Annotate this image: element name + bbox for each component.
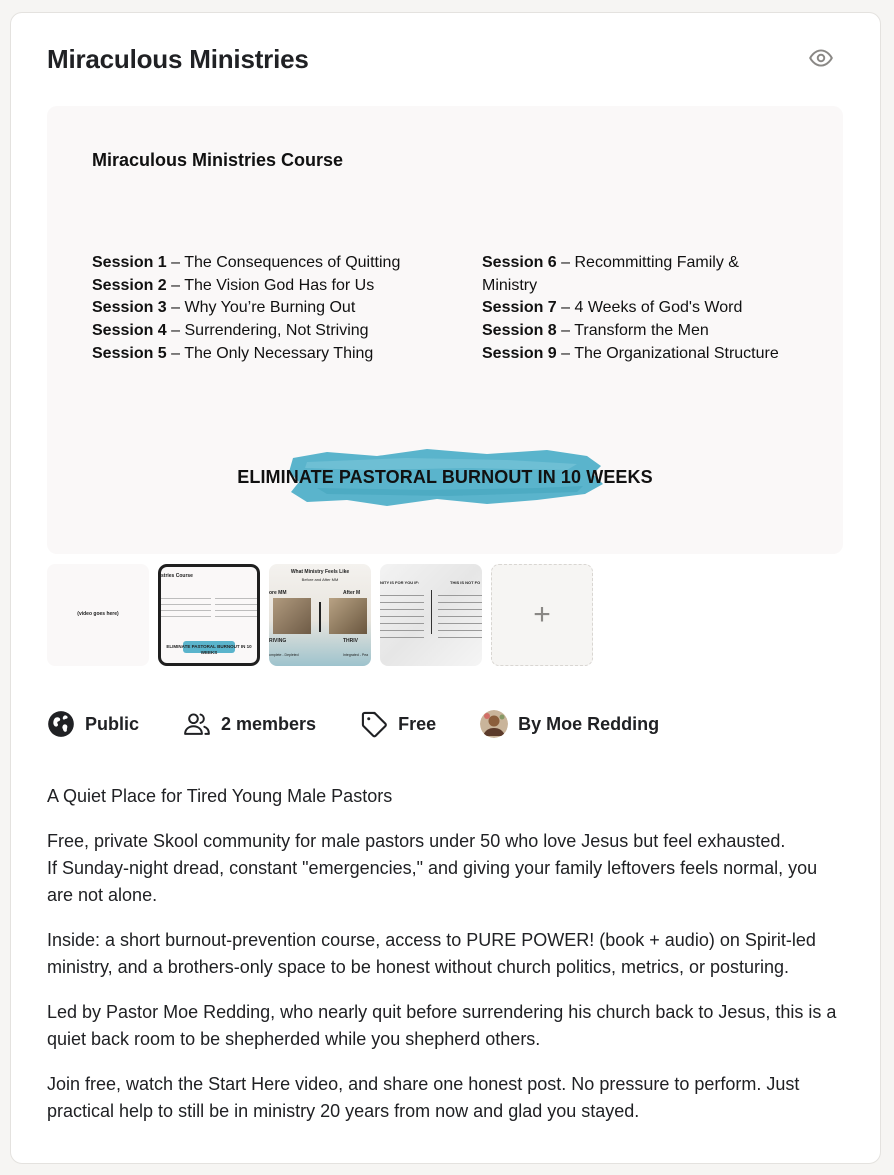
session-item: Session 9 – The Organizational Structure — [482, 344, 779, 362]
session-item: Session 3 – Why You’re Burning Out — [92, 299, 356, 317]
globe-icon — [47, 710, 75, 738]
privacy-label: Public — [85, 713, 140, 734]
group-meta-row — [47, 709, 703, 739]
thumbnail-caption: (video goes here) — [77, 611, 119, 617]
slide-title: Miraculous Ministries Course — [92, 150, 344, 170]
users-icon — [183, 710, 211, 738]
thumbnail-photo — [329, 598, 367, 634]
group-title: Miraculous Ministries — [47, 44, 309, 74]
price-indicator — [360, 710, 436, 738]
owner-link[interactable] — [480, 710, 659, 738]
thumbnail-caption: stries Course — [161, 573, 193, 579]
session-item: Session 2 – The Vision God Has for Us — [92, 276, 375, 294]
session-item: Session 4 – Surrendering, Not Striving — [92, 322, 369, 340]
thumbnail-text-lines — [380, 592, 424, 640]
thumbnail-video[interactable] — [47, 564, 149, 666]
members-link[interactable] — [183, 710, 316, 738]
plus-icon: + — [533, 598, 551, 631]
session-item: Session 5 – The Only Necessary Thing — [92, 344, 374, 362]
thumbnail-caption: After M — [343, 590, 361, 596]
session-item: Session 1 – The Consequences of Quitting — [92, 254, 401, 271]
description-paragraph: Join free, watch the Start Here video, and share one honest post. No pressure to perform. Just practical help to still be in ministry 20 years from now and glad you stayed. — [47, 1074, 800, 1121]
session-list-left — [92, 252, 452, 366]
thumbnail-divider — [431, 590, 432, 634]
thumbnail-caption: Before and After MM — [301, 577, 339, 582]
thumbnail-photo — [273, 598, 311, 634]
thumbnail-text-lines — [161, 595, 211, 619]
thumbnail-caption: THRIV — [343, 638, 358, 644]
thumbnail-caption: NITY IS FOR YOU IF: — [380, 580, 420, 585]
thumbnail-text-lines — [438, 592, 482, 640]
session-item: Session 6 – Recommitting Family & Ministry — [482, 254, 739, 294]
group-description — [47, 783, 847, 1143]
owner-label: By Moe Redding — [518, 713, 660, 734]
thumbnail-course-slide[interactable] — [158, 564, 260, 666]
group-about-card — [10, 12, 881, 1164]
add-media-button[interactable] — [491, 564, 593, 666]
session-item: Session 8 – Transform the Men — [482, 322, 709, 340]
description-paragraph: Free, private Skool community for male pastors under 50 who love Jesus but feel exhausted. If Sunday-night dread, constant "emergencies," and giving your family leftovers feels normal, you are not alone. — [47, 831, 818, 905]
thumbnail-caption: ELIMINATE PASTORAL BURNOUT IN 10 WEEKS — [166, 644, 252, 655]
thumbnail-who-its-for[interactable] — [380, 564, 482, 666]
price-label: Free — [398, 713, 437, 734]
thumbnail-caption: THIS IS NOT FO — [450, 580, 481, 585]
thumbnail-caption: ore MM — [269, 590, 287, 596]
description-heading: A Quiet Place for Tired Young Male Pastors — [47, 786, 393, 806]
description-paragraph: Inside: a short burnout-prevention course, access to PURE POWER! (book + audio) on Spirit-led ministry, and a brothers-only space to be honest without church politics, metrics, or posturing. — [47, 930, 816, 977]
thumbnail-caption: What Ministry Feels Like — [290, 569, 350, 575]
description-paragraph: Led by Pastor Moe Redding, who nearly quit before surrendering his church back to Jesus, this is a quiet back room to be shepherded while you shepherd others. — [47, 1002, 837, 1049]
avatar — [480, 710, 508, 738]
members-count: 2 members — [221, 713, 317, 734]
thumbnail-text-lines — [215, 595, 257, 619]
privacy-indicator — [47, 710, 139, 738]
thumbnail-caption: RIVING — [269, 638, 287, 644]
slide-banner: ELIMINATE PASTORAL BURNOUT IN 10 WEEKS — [237, 467, 653, 487]
session-item: Session 7 – 4 Weeks of God's Word — [482, 299, 743, 317]
thumbnail-divider — [319, 602, 321, 632]
eye-icon[interactable] — [808, 45, 834, 71]
thumbnail-before-after[interactable] — [269, 564, 371, 666]
tag-icon — [360, 710, 388, 738]
course-preview-slide[interactable] — [47, 106, 843, 554]
session-list-right — [482, 252, 782, 366]
thumbnail-caption: omplete - Depleted — [269, 653, 299, 657]
thumbnail-caption: Integrated - Pea — [343, 653, 369, 657]
